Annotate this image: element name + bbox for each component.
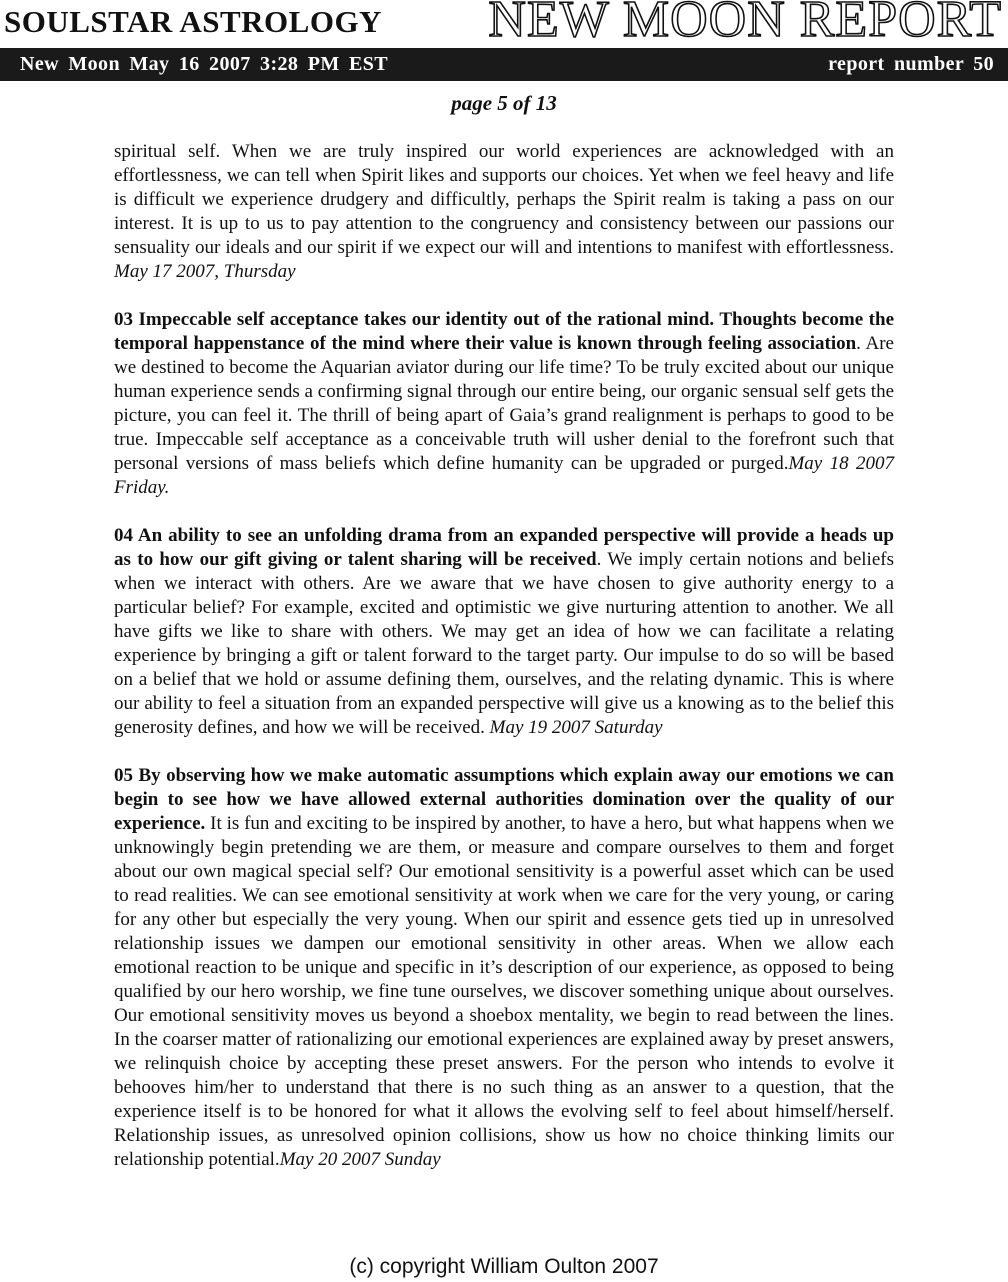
- brand-name: SOULSTAR ASTROLOGY: [4, 4, 382, 39]
- masthead: [0, 0, 1008, 48]
- paragraph-heading: 05 By observing how we make automatic assumptions which explain away our emotions we can begin to see how we have allowed external authorities domination over the quality of our experience.: [114, 765, 894, 834]
- paragraph-04: [114, 524, 894, 740]
- paragraph-text: . Are we destined to become the Aquarian aviator during our life time? To be truly excited about our unique human experience sends a confirming signal through our entire being, our organic sensual self gets the picture, you can feel it. The thrill of being apart of Gaia’s grand realignment is perhaps to good to be true. Impeccable self acceptance as a conceivable truth will usher denial to the forefront such that personal versions of mass beliefs which define humanity can be upgraded or purged.: [114, 333, 894, 474]
- paragraph-continuation: [114, 140, 894, 284]
- copyright-footer: (c) copyright William Oulton 2007: [349, 1255, 659, 1278]
- paragraph-text: . We imply certain notions and beliefs when we interact with others. Are we aware that we have chosen to give authority energy to a particular belief? For example, excited and optimistic we give nurturing attention to another. We all have gifts we like to share with others. We may get an idea of how we can facilitate a relating experience by bringing a gift or talent forward to the target party. Our impulse to do so will be based on a belief that we hold or assume defining them, ourselves, and the relating dynamic. This is where our ability to feel a situation from an expanded perspective will give us a knowing as to the belief this generosity defines, and how we will be received.: [114, 549, 894, 738]
- paragraph-date: May 20 2007 Sunday: [279, 1149, 441, 1170]
- report-body: [114, 140, 894, 1196]
- paragraph-03: [114, 308, 894, 500]
- info-bar: [0, 48, 1008, 81]
- paragraph-date: May 19 2007 Saturday: [489, 717, 663, 738]
- paragraph-heading: 03 Impeccable self acceptance takes our identity out of the rational mind. Thoughts become the temporal happenstance of the mind where their value is known through feeling association: [114, 309, 894, 354]
- report-title: NEW MOON REPORT: [488, 0, 1002, 48]
- paragraph-05: [114, 764, 894, 1172]
- paragraph-text: spiritual self. When we are truly inspired our world experiences are acknowledged with an effortlessness, we can tell when Spirit likes and supports our choices. Yet when we feel heavy and life is difficult we experience drudgery and difficultly, perhaps the Spirit realm is taking a pass on our interest. It is up to us to pay attention to the congruency and consistency between our passions our sensuality our ideals and our spirit if we expect our will and intentions to manifest with effortlessness.: [114, 141, 894, 258]
- page-number: page 5 of 13: [451, 91, 557, 115]
- paragraph-text: It is fun and exciting to be inspired by another, to have a hero, but what happens when we unknowingly begin pretending we are them, or measure and compare ourselves to them and forget about our own magical special self? Our emotional sensitivity is a powerful asset which can be used to read realities. We can see emotional sensitivity at work when we care for the very young, or caring for any other but especially the very young. When our spirit and essence gets tied up in unresolved relationship issues we dampen our emotional sensitivity in other areas. When we allow each emotional reaction to be unique and specific in it’s description of our experience, as opposed to being qualified by our hero worship, we fine tune ourselves, we discover something unique about ourselves. Our emotional sensitivity moves us beyond a shoebox mentality, we begin to read between the lines. In the coarser matter of rationalizing our emotional experiences are explained away by preset answers, we relinquish choice by accepting these preset answers. For the person who intends to evolve it behooves him/her to understand that there is no such thing as an answer to a question, that the experience itself is to be honored for what it allows the evolving self to feel about himself/herself. Relationship issues, as unresolved opinion collisions, show us how no choice thinking limits our relationship potential.: [114, 813, 894, 1170]
- paragraph-heading: 04 An ability to see an unfolding drama from an expanded perspective will provide a heads up as to how our gift giving or talent sharing will be received: [114, 525, 894, 570]
- new-moon-date: New Moon May 16 2007 3:28 PM EST: [20, 53, 388, 75]
- paragraph-date: May 18 2007 Friday.: [114, 453, 895, 498]
- report-number: report number 50: [828, 53, 994, 75]
- paragraph-date: May 17 2007, Thursday: [114, 261, 296, 282]
